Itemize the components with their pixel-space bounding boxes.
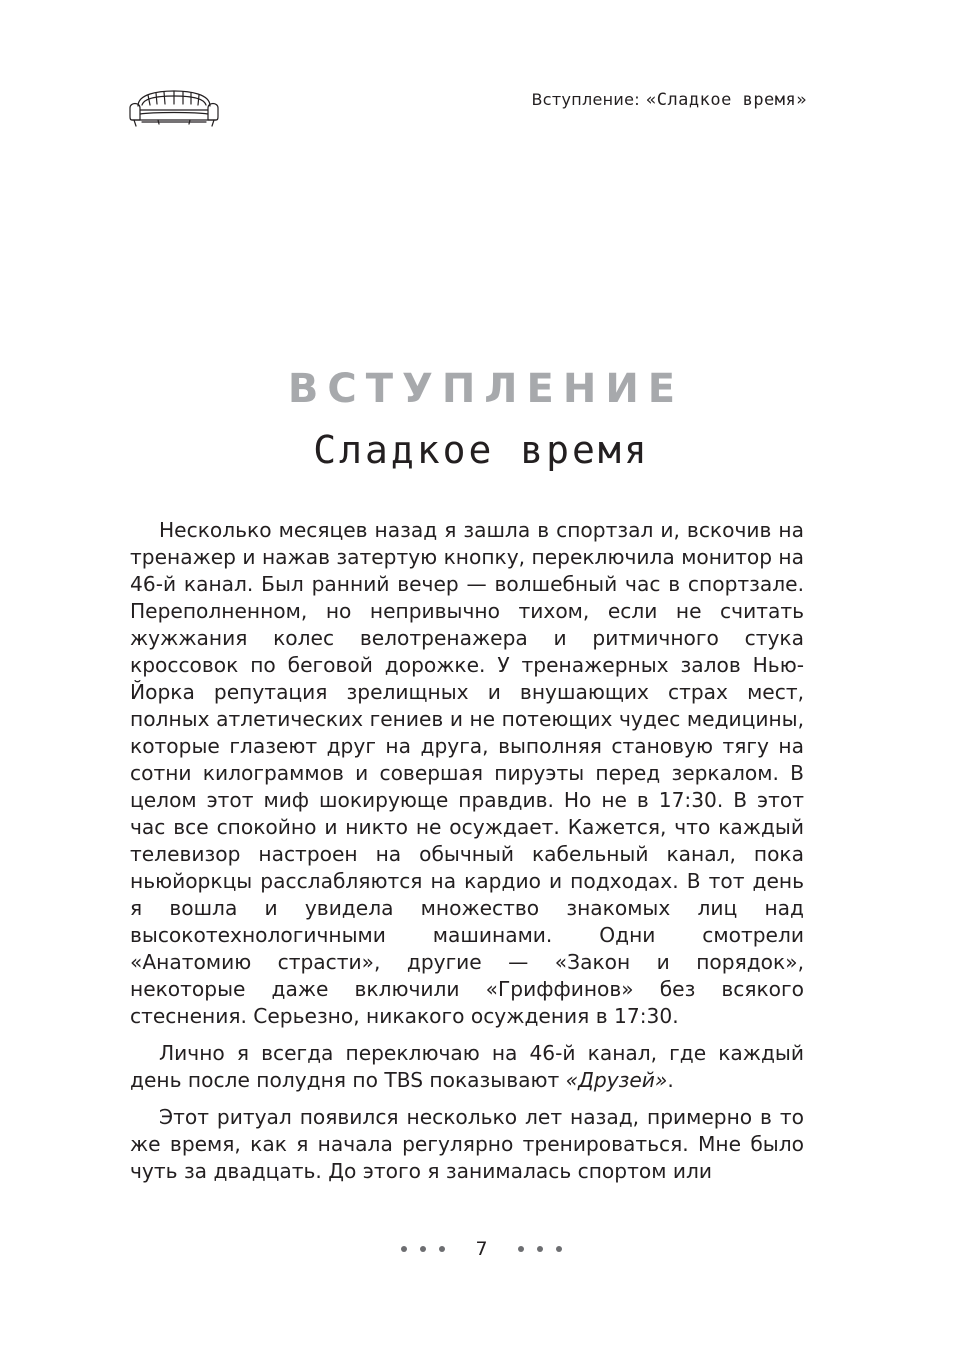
body-text — [130, 517, 804, 1185]
left-dots — [401, 1246, 445, 1252]
dot-icon — [401, 1246, 407, 1252]
page-number: 7 — [475, 1238, 488, 1260]
dot-icon — [439, 1246, 445, 1252]
chapter-title: Сладкое время — [313, 428, 650, 472]
paragraph-1: Несколько месяцев назад я зашла в спортзал и, вскочив на тренажер и нажав затертую кнопку, переключила монитор на 46-й канал. Был ранний вечер — волшебный час в спортзале. Переполненном, но непривычно тихом, если не считать жужжания колес велотренажера и ритмичного стука кроссовок по беговой дорожке. У тренажерных залов Нью-Йорка репутация зрелищных и внушающих страх мест, полных атлетических гениев и не потеющих чудес медицины, которые глазеют друг на друга, выполняя становую тягу на сотни килограммов и совершая пируэты перед зеркалом. В целом этот миф шокирующе правдив. Но не в 17:30. В этот час все спокойно и никто не осуждает. Кажется, что каждый телевизор настроен на обычный кабельный канал, пока ньюйоркцы расслабляются на кардио и подходах. В тот день я вошла и увидела множество знакомых лиц над высокотехнологичными машинами. Одни смотрели «Анатомию страсти», другие — «Закон и порядок», некоторые даже включили «Гриффинов» без всякого стеснения. Серьезно, никакого осуждения в 17:30. — [130, 518, 805, 1028]
dot-icon — [556, 1246, 562, 1252]
show-title: «Друзей» — [565, 1068, 668, 1092]
couch-icon — [128, 86, 220, 130]
paragraph-2 — [130, 1040, 804, 1094]
paragraph-3: Этот ритуал появился несколько лет назад, примерно в то же время, как я начала регулярно тренироваться. Мне было чуть за двадцать. До этого я занималась спортом или — [130, 1105, 804, 1183]
chapter-label: ВСТУПЛЕНИЕ — [287, 366, 685, 412]
running-head-title: «Сладкое время» — [645, 90, 807, 110]
paragraph-2-start: Лично я всегда переключаю на 46-й канал, где каждый день после полудня по TBS показывают — [130, 1041, 804, 1092]
dot-icon — [420, 1246, 426, 1252]
running-head — [531, 90, 807, 110]
page-footer — [0, 1238, 963, 1260]
dot-icon — [518, 1246, 524, 1252]
dot-icon — [537, 1246, 543, 1252]
running-head-label: Вступление: — [531, 90, 640, 109]
right-dots — [518, 1246, 562, 1252]
paragraph-2-end: . — [667, 1068, 674, 1092]
